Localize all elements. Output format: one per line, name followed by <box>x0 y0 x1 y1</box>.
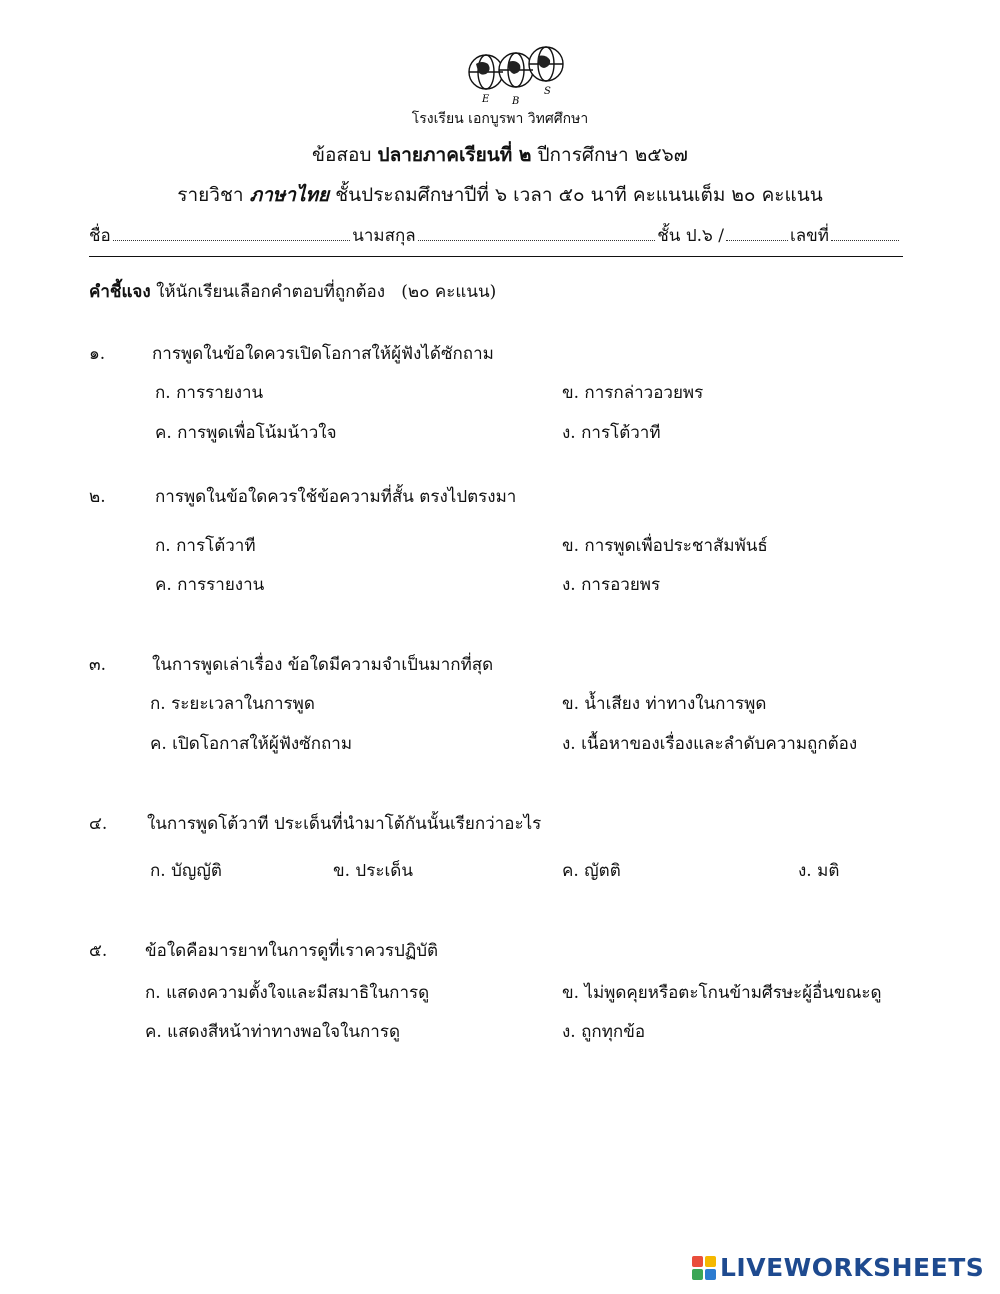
question-number: ๔. <box>89 814 108 834</box>
class-field[interactable] <box>726 226 788 241</box>
question-number: ๒. <box>89 487 106 507</box>
header-divider <box>89 256 903 257</box>
instructions-text: ให้นักเรียนเลือกคำตอบที่ถูกต้อง <box>156 282 386 302</box>
number-field[interactable] <box>831 226 899 241</box>
surname-field[interactable] <box>418 226 656 241</box>
choice-b[interactable]: ข. ประเด็น <box>333 861 413 881</box>
mark-cell-green <box>692 1269 703 1280</box>
instructions <box>89 278 496 305</box>
question-text: ในการพูดเล่าเรื่อง ข้อใดมีความจำเป็นมากที่สุด <box>152 655 494 675</box>
number-label: เลขที่ <box>789 226 829 246</box>
instructions-label: คำชี้แจง <box>89 282 151 302</box>
school-name: โรงเรียน เอกบูรพา วิทศศึกษา <box>411 111 589 127</box>
choice-d[interactable]: ง. เนื้อหาของเรื่องและลำดับความถูกต้อง <box>562 734 858 754</box>
exam-year: ปีการศึกษา ๒๕๖๗ <box>537 144 688 166</box>
name-field[interactable] <box>113 226 351 241</box>
question-text: การพูดในข้อใดควรใช้ข้อความที่สั้น ตรงไปตรงมา <box>155 487 517 507</box>
globe-logo-icon <box>464 44 568 106</box>
choice-c[interactable]: ค. แสดงสีหน้าท่าทางพอใจในการดู <box>145 1022 401 1042</box>
class-label: ชั้น ป.๖ / <box>657 226 724 246</box>
question-text: ในการพูดโต้วาที ประเด็นที่นำมาโต้กันนั้นเรียกว่าอะไร <box>147 814 542 834</box>
mark-cell-red <box>692 1256 703 1267</box>
exam-title <box>0 140 1000 170</box>
logo-letter-b: B <box>512 96 520 106</box>
surname-label: นามสกุล <box>352 226 416 246</box>
choice-a[interactable]: ก. บัญญัติ <box>150 861 222 881</box>
choice-d[interactable]: ง. มติ <box>798 861 840 881</box>
choice-d[interactable]: ง. การอวยพร <box>562 575 661 595</box>
choice-d[interactable]: ง. การโต้วาที <box>562 423 661 443</box>
choice-a[interactable]: ก. การโต้วาที <box>155 536 256 556</box>
choice-c[interactable]: ค. ญัตติ <box>562 861 621 881</box>
subject-name: ภาษาไทย <box>249 184 330 206</box>
choice-a[interactable]: ก. การรายงาน <box>155 383 264 403</box>
question-text: ข้อใดคือมารยาทในการดูที่เราควรปฏิบัติ <box>145 941 439 961</box>
subject-details: ชั้นประถมศึกษาปีที่ ๖ เวลา ๕๐ นาที คะแนนเต็ม ๒๐ คะแนน <box>335 184 823 206</box>
choice-b[interactable]: ข. การกล่าวอวยพร <box>562 383 704 403</box>
choice-c[interactable]: ค. การพูดเพื่อโน้มน้าวใจ <box>155 423 337 443</box>
choice-d[interactable]: ง. ถูกทุกข้อ <box>562 1022 646 1042</box>
liveworksheets-brand: LIVEWORKSHEETS <box>720 1253 985 1282</box>
choice-c[interactable]: ค. การรายงาน <box>155 575 265 595</box>
mark-cell-blue <box>705 1269 716 1280</box>
subject-prefix: รายวิชา <box>177 184 244 206</box>
mark-cell-yellow <box>705 1256 716 1267</box>
choice-b[interactable]: ข. น้ำเสียง ท่าทางในการพูด <box>562 694 767 714</box>
question-number: ๑. <box>89 344 106 364</box>
question-number: ๕. <box>89 941 108 961</box>
student-info-line <box>89 222 901 249</box>
choice-b[interactable]: ข. ไม่พูดคุยหรือตะโกนข้ามศีรษะผู้อื่นขณะดู <box>562 983 882 1003</box>
logo-letter-s: S <box>544 86 551 97</box>
liveworksheets-logo[interactable] <box>692 1253 984 1282</box>
question-number: ๓. <box>89 655 107 675</box>
subject-line <box>0 180 1000 210</box>
school-logo <box>464 44 568 106</box>
instructions-points: (๒๐ คะแนน) <box>401 282 497 302</box>
name-label: ชื่อ <box>89 226 111 246</box>
liveworksheets-mark-icon <box>692 1256 716 1280</box>
exam-term: ปลายภาคเรียนที่ ๒ <box>377 144 532 166</box>
choice-a[interactable]: ก. ระยะเวลาในการพูด <box>150 694 315 714</box>
logo-letter-e: E <box>482 94 490 105</box>
choice-a[interactable]: ก. แสดงความตั้งใจและมีสมาธิในการดู <box>145 983 430 1003</box>
question-text: การพูดในข้อใดควรเปิดโอกาสให้ผู้ฟังได้ซักถาม <box>152 344 494 364</box>
choice-b[interactable]: ข. การพูดเพื่อประชาสัมพันธ์ <box>562 536 768 556</box>
choice-c[interactable]: ค. เปิดโอกาสให้ผู้ฟังซักถาม <box>150 734 353 754</box>
exam-prefix: ข้อสอบ <box>312 144 372 166</box>
